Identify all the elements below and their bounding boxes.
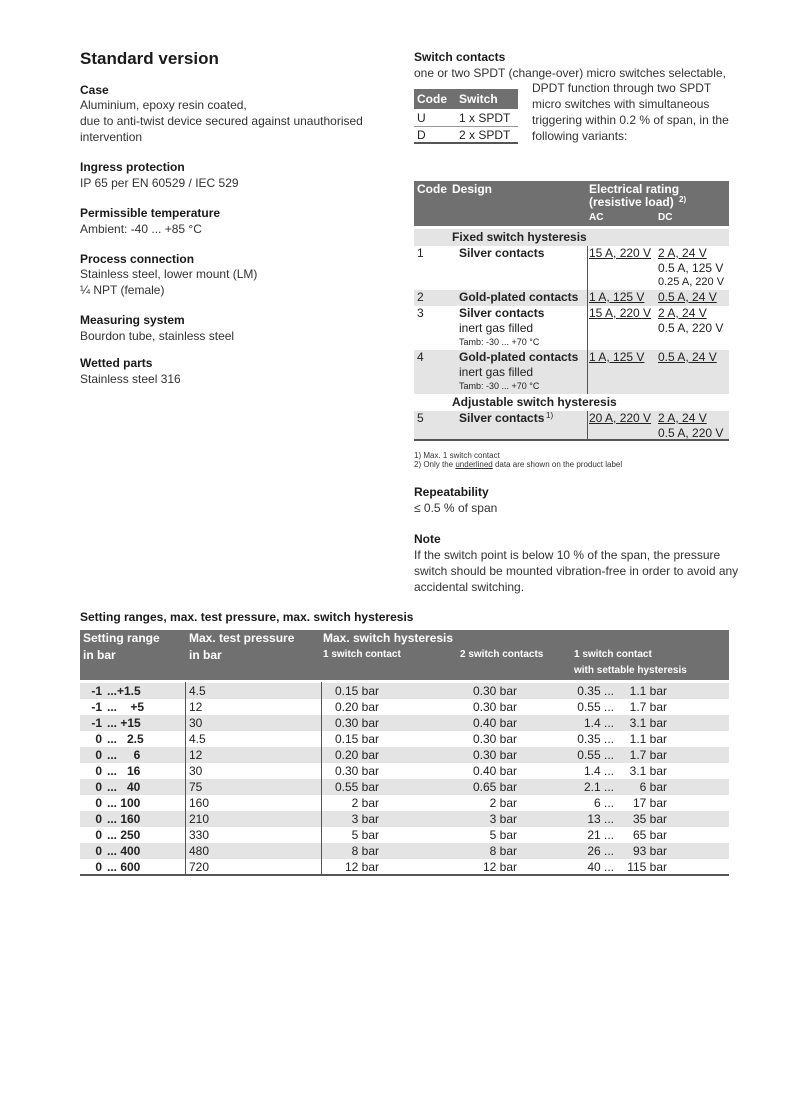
switch-head-switch: Switch (459, 92, 498, 106)
ranges-row (80, 699, 729, 715)
hysteresis-1-contact: 2 bar (351, 796, 379, 810)
switch-side-line-3: triggering within 0.2 % of span, in the (532, 113, 729, 127)
range-high: ... 160 (107, 812, 141, 826)
ranges-row (80, 859, 729, 875)
hysteresis-settable-min: 1.4 ... (583, 764, 614, 778)
row-ac: 15 A, 220 V (589, 306, 652, 320)
process-title: Process connection (80, 252, 195, 266)
ranges-head-range: Setting range (83, 631, 160, 645)
row-ac: 15 A, 220 V (589, 246, 652, 260)
range-low: 0 (95, 860, 102, 874)
hysteresis-settable-min: 6 ... (593, 796, 614, 810)
ranges-head-hysteresis: Max. switch hysteresis (323, 631, 454, 645)
hysteresis-1-contact: 0.20 bar (334, 700, 379, 714)
test-pressure: 12 (189, 700, 203, 714)
row-design: Gold-plated contacts (459, 350, 579, 364)
design-head-dc: DC (658, 212, 673, 223)
wetted-title: Wetted parts (80, 356, 153, 370)
row-sub: inert gas filled (459, 321, 534, 335)
design-group-fixed (414, 229, 729, 246)
row-design: Silver contacts (459, 246, 545, 260)
hysteresis-settable-min: 1.4 ... (583, 716, 614, 730)
case-line-1: Aluminium, epoxy resin coated, (80, 98, 247, 112)
hysteresis-settable-min: 0.35 ... (577, 684, 614, 698)
range-high: ... 16 (107, 764, 141, 778)
range-high: ... 6 (107, 748, 141, 762)
test-pressure: 30 (189, 716, 203, 730)
ranges-row (80, 795, 729, 811)
row-dc: 0.25 A, 220 V (658, 276, 725, 288)
hysteresis-1-contact: 8 bar (351, 844, 379, 858)
switch-intro: one or two SPDT (change-over) micro switches selectable, (414, 66, 726, 80)
range-high: ... 600 (107, 860, 141, 874)
wetted-text: Stainless steel 316 (80, 372, 181, 386)
row-design: Silver contacts (459, 411, 545, 425)
switch-table-header (414, 89, 518, 109)
design-head-code: Code (417, 182, 447, 196)
hysteresis-1-contact: 5 bar (351, 828, 379, 842)
range-low: 0 (95, 732, 102, 746)
row-ac: 1 A, 125 V (589, 290, 645, 304)
note-line-2: switch should be mounted vibration-free in order to avoid any (414, 564, 739, 578)
hysteresis-settable-min: 0.35 ... (577, 732, 614, 746)
row-dc: 2 A, 24 V (658, 411, 707, 425)
hysteresis-settable-min: 40 ... (587, 860, 614, 874)
process-line-2: ¼ NPT (female) (80, 283, 165, 297)
switch-title: Switch contacts (414, 50, 506, 64)
range-high: ...+1.5 (107, 684, 141, 698)
switch-side-line-1: DPDT function through two SPDT (532, 81, 712, 95)
ranges-divider (185, 682, 186, 876)
group-label: Adjustable switch hysteresis (452, 395, 617, 409)
row-ac: 20 A, 220 V (589, 411, 652, 425)
ranges-row (80, 763, 729, 779)
test-pressure: 4.5 (189, 684, 206, 698)
test-pressure: 720 (189, 860, 210, 874)
switch-row-value: 1 x SPDT (459, 111, 511, 125)
ranges-divider (321, 682, 322, 876)
design-table-header (414, 181, 729, 226)
hysteresis-settable-max: 65 bar (632, 828, 667, 842)
row-sub: inert gas filled (459, 365, 534, 379)
test-pressure: 330 (189, 828, 210, 842)
ranges-table-header (80, 630, 729, 680)
ranges-bottom-rule (80, 874, 729, 876)
measuring-text: Bourdon tube, stainless steel (80, 329, 235, 343)
row-code: 2 (417, 290, 424, 304)
range-low: -1 (91, 716, 102, 730)
ingress-text: IP 65 per EN 60529 / IEC 529 (80, 176, 239, 190)
row-dc: 0.5 A, 220 V (658, 426, 724, 440)
row-design: Gold-plated contacts (459, 290, 579, 304)
hysteresis-settable-max: 6 bar (639, 780, 667, 794)
hysteresis-settable-min: 0.55 ... (577, 700, 614, 714)
ranges-row (80, 811, 729, 827)
measuring-title: Measuring system (80, 313, 185, 327)
hysteresis-1-contact: 3 bar (351, 812, 379, 826)
switch-row (414, 127, 518, 144)
footnote-1: 1) Max. 1 switch contact (414, 451, 500, 460)
ranges-head-test-unit: in bar (189, 648, 222, 662)
ranges-head-c1: 1 switch contact (323, 649, 401, 660)
hysteresis-settable-max: 1.7 bar (629, 700, 667, 714)
hysteresis-settable-max: 1.1 bar (629, 684, 667, 698)
hysteresis-2-contacts: 5 bar (489, 828, 517, 842)
ranges-row (80, 747, 729, 763)
design-head-rating: Electrical rating (589, 182, 680, 196)
range-high: ... 100 (107, 796, 141, 810)
footnote-2-post: data are shown on the product label (492, 460, 623, 469)
case-line-2: due to anti-twist device secured against unauthorised (80, 114, 363, 128)
ranges-row (80, 731, 729, 747)
design-row-5 (414, 411, 729, 441)
hysteresis-2-contacts: 3 bar (489, 812, 517, 826)
repeatability-title: Repeatability (414, 485, 489, 499)
range-low: 0 (95, 796, 102, 810)
note-title: Note (414, 532, 441, 546)
repeatability-text: ≤ 0.5 % of span (414, 501, 498, 515)
hysteresis-settable-min: 13 ... (587, 812, 614, 826)
row-code: 5 (417, 411, 424, 425)
test-pressure: 12 (189, 748, 203, 762)
group-label: Fixed switch hysteresis (452, 230, 587, 244)
range-low: -1 (91, 684, 102, 698)
test-pressure: 160 (189, 796, 210, 810)
ranges-head-c2: 2 switch contacts (460, 649, 544, 660)
hysteresis-settable-max: 17 bar (632, 796, 667, 810)
ingress-title: Ingress protection (80, 160, 185, 174)
row-design: Silver contacts (459, 306, 545, 320)
footnote-2 (414, 460, 622, 470)
design-group-adjustable (414, 394, 729, 411)
ranges-head-test: Max. test pressure (189, 631, 295, 645)
hysteresis-1-contact: 0.30 bar (334, 764, 379, 778)
temp-text: Ambient: -40 ... +85 °C (80, 222, 202, 236)
range-low: 0 (95, 828, 102, 842)
design-row-2 (414, 290, 729, 306)
page-title: Standard version (80, 49, 219, 68)
range-high: ... 2.5 (107, 732, 144, 746)
design-head-ac: AC (589, 212, 604, 223)
hysteresis-2-contacts: 0.40 bar (472, 716, 517, 730)
range-low: 0 (95, 844, 102, 858)
range-low: 0 (95, 748, 102, 762)
hysteresis-1-contact: 0.55 bar (334, 780, 379, 794)
row-dc: 0.5 A, 24 V (658, 290, 717, 304)
row-dc: 0.5 A, 125 V (658, 261, 724, 275)
ranges-row (80, 683, 729, 699)
hysteresis-settable-max: 35 bar (632, 812, 667, 826)
design-head-rating-2: (resistive load) (589, 195, 674, 209)
switch-row-value: 2 x SPDT (459, 128, 511, 142)
hysteresis-settable-max: 115 bar (627, 860, 667, 874)
switch-row-code: U (417, 111, 426, 125)
design-ac-divider (587, 411, 588, 441)
row-ac: 1 A, 125 V (589, 350, 645, 364)
hysteresis-2-contacts: 8 bar (489, 844, 517, 858)
test-pressure: 210 (189, 812, 210, 826)
hysteresis-1-contact: 0.15 bar (334, 684, 379, 698)
case-title: Case (80, 83, 109, 97)
row-tamb: Tamb: -30 ... +70 °C (459, 337, 540, 347)
hysteresis-2-contacts: 0.65 bar (472, 780, 517, 794)
switch-side-line-4: following variants: (532, 129, 628, 143)
row-code: 1 (417, 246, 424, 260)
hysteresis-settable-min: 26 ... (587, 844, 614, 858)
design-head-rating-note: 2) (679, 195, 687, 204)
ranges-head-range-unit: in bar (83, 648, 116, 662)
row-code: 3 (417, 306, 424, 320)
switch-head-code: Code (417, 92, 447, 106)
hysteresis-2-contacts: 0.30 bar (472, 684, 517, 698)
row-code: 4 (417, 350, 424, 364)
switch-row (414, 110, 518, 127)
range-low: 0 (95, 780, 102, 794)
hysteresis-2-contacts: 0.40 bar (472, 764, 517, 778)
test-pressure: 480 (189, 844, 210, 858)
test-pressure: 75 (189, 780, 203, 794)
hysteresis-settable-max: 3.1 bar (629, 716, 667, 730)
temp-title: Permissible temperature (80, 206, 221, 220)
design-row-1 (414, 246, 729, 290)
range-low: 0 (95, 812, 102, 826)
hysteresis-1-contact: 0.15 bar (334, 732, 379, 746)
process-line-1: Stainless steel, lower mount (LM) (80, 267, 258, 281)
case-line-3: intervention (80, 130, 143, 144)
design-row-3 (414, 306, 729, 350)
hysteresis-2-contacts: 0.30 bar (472, 700, 517, 714)
row-dc: 2 A, 24 V (658, 246, 707, 260)
ranges-head-c3-sub: with settable hysteresis (574, 665, 687, 676)
ranges-row (80, 843, 729, 859)
hysteresis-1-contact: 12 bar (344, 860, 379, 874)
ranges-row (80, 827, 729, 843)
hysteresis-settable-max: 93 bar (632, 844, 667, 858)
footnote-2-pre: 2) Only the (414, 460, 456, 469)
hysteresis-2-contacts: 0.30 bar (472, 748, 517, 762)
hysteresis-settable-max: 1.1 bar (629, 732, 667, 746)
range-high: ... 400 (107, 844, 141, 858)
range-high: ... 250 (107, 828, 141, 842)
footnote-2-underlined: underlined (455, 460, 493, 469)
note-line-3: accidental switching. (414, 580, 525, 594)
range-high: ... +5 (107, 700, 145, 714)
row-dc: 0.5 A, 24 V (658, 350, 717, 364)
design-ac-divider (587, 246, 588, 394)
row-tamb: Tamb: -30 ... +70 °C (459, 381, 540, 391)
hysteresis-1-contact: 0.20 bar (334, 748, 379, 762)
ranges-row (80, 715, 729, 731)
hysteresis-settable-min: 21 ... (587, 828, 614, 842)
range-low: 0 (95, 764, 102, 778)
row-dc: 2 A, 24 V (658, 306, 707, 320)
hysteresis-2-contacts: 0.30 bar (472, 732, 517, 746)
hysteresis-settable-max: 1.7 bar (629, 748, 667, 762)
test-pressure: 4.5 (189, 732, 206, 746)
hysteresis-1-contact: 0.30 bar (334, 716, 379, 730)
hysteresis-settable-max: 3.1 bar (629, 764, 667, 778)
hysteresis-2-contacts: 2 bar (489, 796, 517, 810)
switch-row-code: D (417, 128, 426, 142)
range-low: -1 (91, 700, 102, 714)
ranges-title: Setting ranges, max. test pressure, max. switch hysteresis (80, 610, 414, 624)
hysteresis-settable-min: 0.55 ... (577, 748, 614, 762)
row-dc: 0.5 A, 220 V (658, 321, 724, 335)
range-high: ... 40 (107, 780, 141, 794)
ranges-row (80, 779, 729, 795)
hysteresis-settable-min: 2.1 ... (583, 780, 614, 794)
ranges-head-c3: 1 switch contact (574, 649, 652, 660)
note-line-1: If the switch point is below 10 % of the span, the pressure (414, 548, 721, 562)
test-pressure: 30 (189, 764, 203, 778)
row-note: 1) (546, 411, 554, 420)
switch-side-line-2: micro switches with simultaneous (532, 97, 710, 111)
design-head-design: Design (452, 182, 493, 196)
hysteresis-2-contacts: 12 bar (482, 860, 517, 874)
range-high: ... +15 (107, 716, 141, 730)
design-row-4 (414, 350, 729, 394)
